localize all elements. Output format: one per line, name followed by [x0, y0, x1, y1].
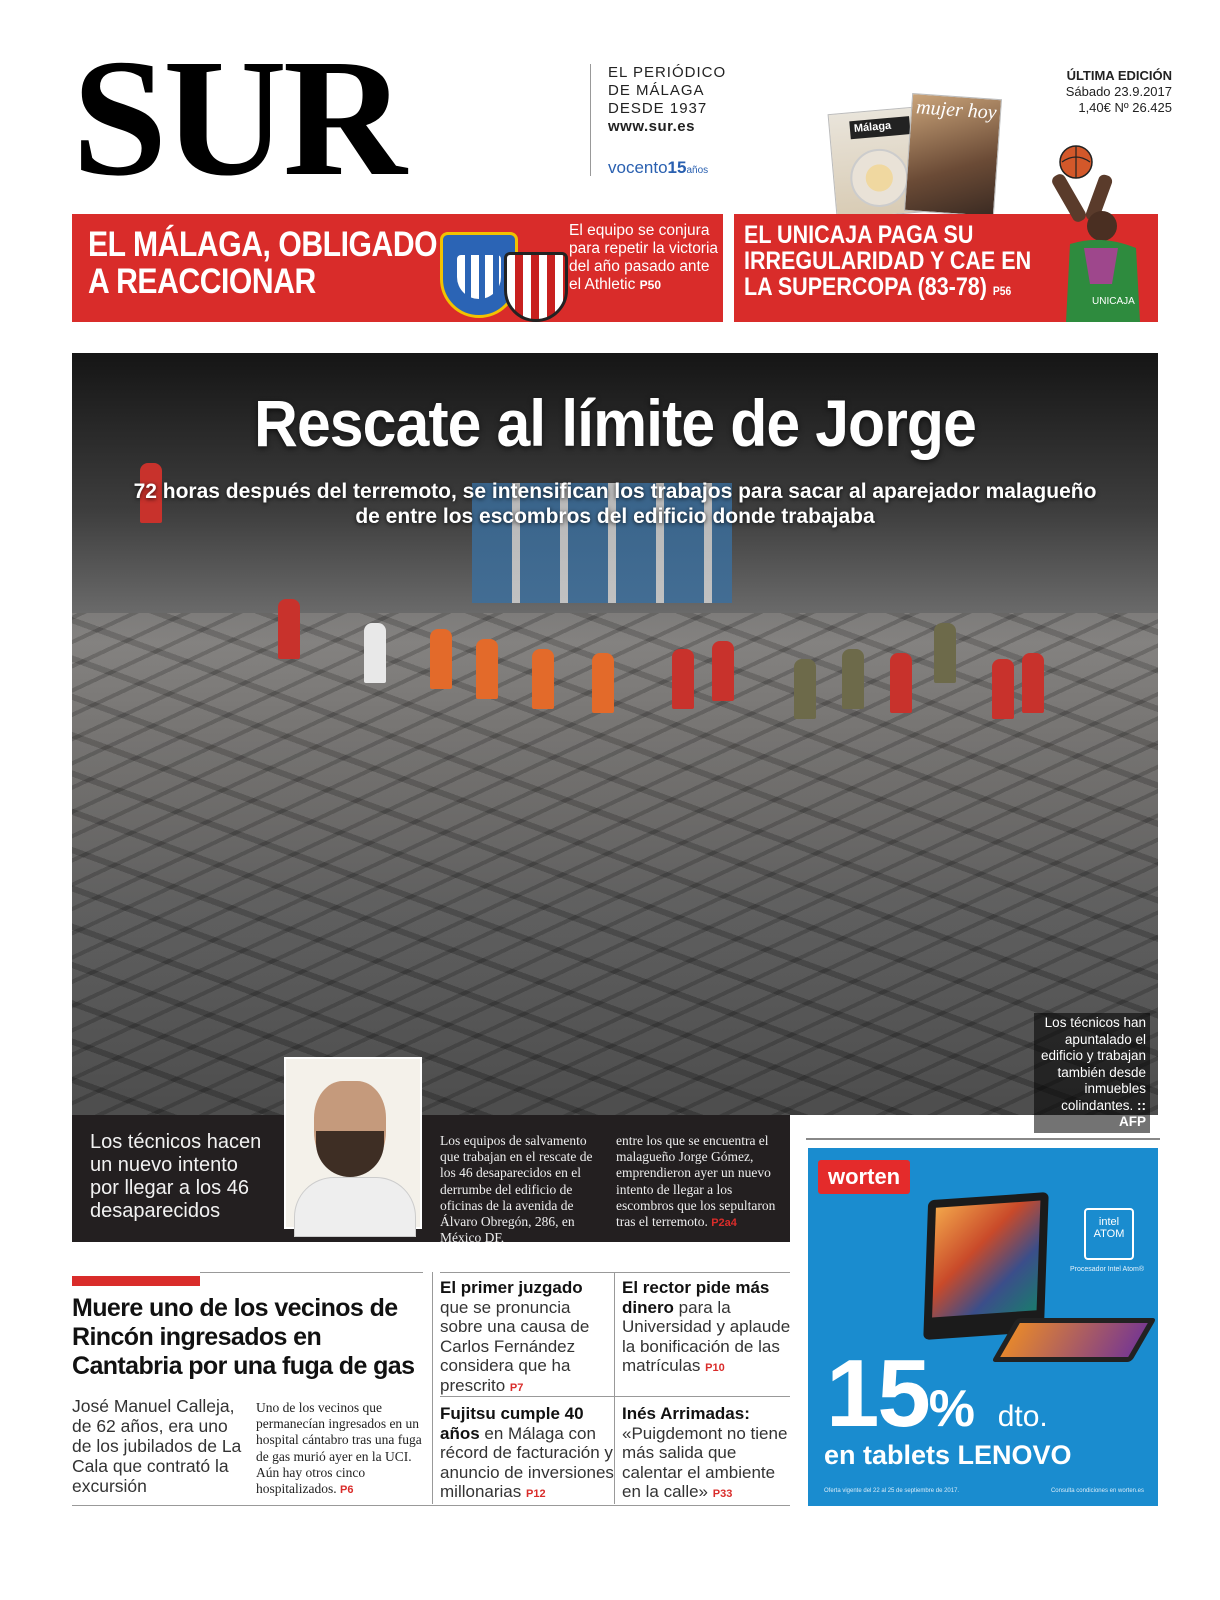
- edition-info: [1066, 68, 1172, 116]
- rescue-worker: [476, 639, 498, 699]
- rescue-worker: [1022, 653, 1044, 713]
- brief-item[interactable]: [440, 1278, 614, 1398]
- ad-top-rule: [806, 1138, 1160, 1140]
- page-ref: P7: [509, 1381, 524, 1394]
- intel-badge-icon: [1084, 1208, 1134, 1260]
- rescue-worker: [712, 641, 734, 701]
- main-body-text: entre los que se encuentra el malagueño Jorge Gómez, emprendieron ayer un nuevo intento de llegar a los escombros que los sepultaron tras el terremoto.: [616, 1133, 776, 1230]
- rescue-worker: [364, 623, 386, 683]
- page-ref: P12: [525, 1488, 546, 1500]
- tablet-screen: [932, 1201, 1040, 1318]
- divider: [614, 1272, 615, 1504]
- brief-lead: Inés Arrimadas:: [622, 1404, 750, 1423]
- tagline-line-1: EL PERIÓDICO: [608, 64, 727, 81]
- photo-credit: :: AFP: [1119, 1097, 1146, 1129]
- divider: [432, 1272, 433, 1504]
- edition-date: Sábado 23.9.2017: [1065, 84, 1172, 99]
- page-ref: P56: [992, 284, 1012, 298]
- discount-label: dto.: [997, 1400, 1048, 1433]
- brief-text: en Málaga con récord de facturación y anuncio de inversiones millonarias: [440, 1423, 614, 1501]
- magazine-title: Málaga: [849, 116, 910, 139]
- main-body-col-2: [616, 1133, 782, 1231]
- portrait-shirt: [294, 1177, 416, 1237]
- basketball-player-image: [1032, 144, 1156, 322]
- page-ref: P10: [705, 1362, 725, 1374]
- brief-item[interactable]: [622, 1404, 796, 1505]
- percent-value: 15: [826, 1340, 929, 1447]
- banner-headline: [88, 226, 437, 300]
- brief-text: que se pronuncia sobre una causa de Carlos Fernández considera que ha prescrito: [440, 1297, 590, 1395]
- brief-lead: El primer juzgado: [440, 1278, 583, 1297]
- food-plate-image: [848, 147, 911, 210]
- page-ref: P50: [639, 278, 662, 292]
- divider: [200, 1272, 423, 1273]
- rescue-worker: [278, 599, 300, 659]
- tagline-line-3: DESDE 1937: [608, 100, 708, 117]
- vocento-logo: [608, 158, 708, 178]
- intel-line: ATOM: [1093, 1228, 1125, 1240]
- newspaper-logo: SUR: [72, 25, 403, 211]
- ad-tagline: en tablets LENOVO: [824, 1440, 1072, 1470]
- headline-line: EL MÁLAGA, OBLIGADO: [88, 225, 438, 264]
- headline-line-text: LA SUPERCOPA (83-78): [744, 273, 987, 301]
- headline-line: [744, 274, 1031, 304]
- photo-caption: [1034, 1013, 1150, 1133]
- page-ref: P6: [340, 1484, 354, 1497]
- masthead-divider: [590, 64, 591, 176]
- banner-text-body: El equipo se conjura para repetir la victoria del año pasado ante el Athletic: [569, 222, 719, 293]
- headline-line: A REACCIONAR: [88, 262, 316, 301]
- masthead-tagline: [608, 64, 726, 136]
- brief-lead: Fujitsu cumple 40 años: [440, 1404, 584, 1443]
- banner-headline: [744, 222, 1031, 304]
- banner-text: [569, 222, 719, 294]
- brief-text: «Puigdemont no tiene más salida que calentar el ambiente en la calle»: [622, 1423, 788, 1501]
- rescue-worker: [992, 659, 1014, 719]
- page-ref: P2a4: [711, 1217, 737, 1230]
- magazine-title: mujer hoy: [915, 96, 998, 124]
- percent-symbol: %: [928, 1380, 974, 1438]
- edition-label: ÚLTIMA EDICIÓN: [1066, 68, 1172, 83]
- intel-brand: intel: [1098, 1216, 1120, 1228]
- rescue-worker: [934, 623, 956, 683]
- worten-logo: worten: [818, 1160, 910, 1194]
- main-deck: 72 horas después del terremoto, se intensifican los trabajos para sacar al aparejador malagueño de entre los escombros del edificio donde trabajaba: [133, 480, 1097, 528]
- banner-unicaja[interactable]: [734, 214, 1158, 322]
- headline-line: IRREGULARIDAD Y CAE EN: [744, 247, 1032, 275]
- brief-item[interactable]: [440, 1404, 614, 1505]
- vocento-name: vocento: [608, 158, 668, 177]
- tagline-line-2: DE MÁLAGA: [608, 82, 705, 99]
- rescue-worker: [794, 659, 816, 719]
- main-story-strip: [72, 1115, 790, 1246]
- rescue-worker: [842, 649, 864, 709]
- intel-caption: Procesador Intel Atom®: [1070, 1266, 1145, 1273]
- svg-text:UNICAJA: UNICAJA: [1092, 296, 1135, 307]
- section-red-bar: [72, 1276, 200, 1286]
- gas-story-headline[interactable]: Muere uno de los vecinos de Rincón ingresados en Cantabria por una fuga de gas: [72, 1294, 415, 1380]
- portrait-beard: [316, 1131, 384, 1177]
- rescue-worker: [890, 653, 912, 713]
- ad-fine-print: Oferta vigente del 22 al 25 de septiembre de 2017.: [824, 1488, 960, 1494]
- portrait-photo: [284, 1057, 422, 1229]
- brief-text: para la Universidad y aplaude la bonificación de las matrículas: [622, 1297, 791, 1375]
- banner-malaga[interactable]: [72, 214, 723, 322]
- gas-story-body: [256, 1400, 424, 1498]
- edition-price-number: 1,40€ Nº 26.425: [1078, 100, 1172, 115]
- caption-text: Los técnicos han apuntalado el edificio y trabajan también desde inmuebles colindantes.: [1040, 1015, 1146, 1113]
- main-headline[interactable]: Rescate al límite de Jorge: [254, 386, 976, 460]
- brief-lead: El rector pide más dinero: [622, 1278, 770, 1317]
- website-link[interactable]: www.sur.es: [608, 118, 695, 135]
- main-subhead: Los técnicos hacen un nuevo intento por llegar a los 46 desaparecidos: [90, 1131, 262, 1222]
- main-body-col-1: Los equipos de salvamento que trabajan en el rescate de los 46 desaparecidos en el derrumbe del edificio de oficinas de la avenida de Álvaro Obregón, 286, en México DF,: [440, 1133, 593, 1246]
- vocento-years: 15: [667, 158, 687, 177]
- ad-fine-print: Consulta condiciones en worten.es: [1050, 1488, 1144, 1494]
- rescue-worker: [672, 649, 694, 709]
- gas-story-text: Uno de los vecinos que permanecían ingresados en un hospital cántabro tras una fuga de gas murió ayer en la UCI. Aún hay otros cinco hospitalizados.: [256, 1400, 422, 1497]
- athletic-crest-icon: [504, 252, 568, 322]
- rescue-worker: [532, 649, 554, 709]
- divider: [72, 1505, 790, 1506]
- divider: [440, 1272, 790, 1273]
- gas-story-subhead: José Manuel Calleja, de 62 años, era uno de los jubilados de La Cala que contrató la excursión: [72, 1396, 242, 1496]
- rescue-worker: [592, 653, 614, 713]
- main-photo[interactable]: [72, 353, 1158, 1129]
- page-ref: P33: [712, 1488, 733, 1500]
- worten-ad[interactable]: [808, 1148, 1158, 1506]
- magazine-cover-mujer-hoy[interactable]: [904, 93, 1002, 217]
- brief-item[interactable]: [622, 1278, 796, 1379]
- headline-line: EL UNICAJA PAGA SU: [744, 221, 974, 249]
- vocento-years-suffix: años: [686, 165, 709, 176]
- rescue-worker: [430, 629, 452, 689]
